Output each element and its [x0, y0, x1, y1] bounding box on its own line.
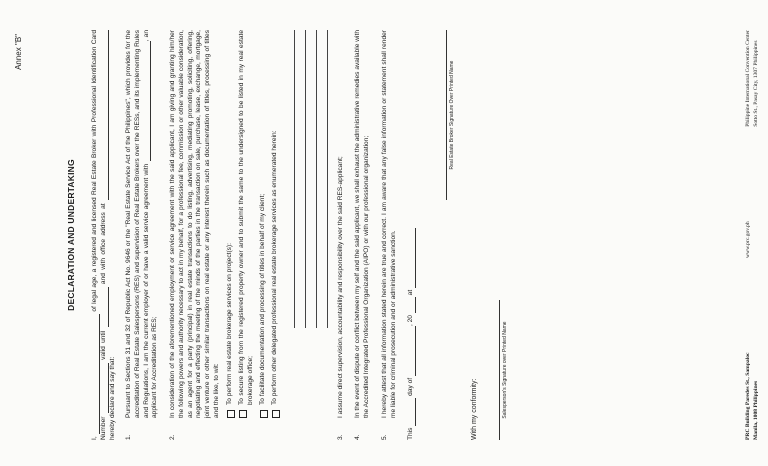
month-blank[interactable] — [408, 326, 416, 376]
footer-address-left: PRC Building Paredes St., Sampaloc — [745, 352, 752, 440]
applicant-name-blank[interactable] — [143, 41, 151, 161]
footer-website[interactable]: www.prc.gov.ph — [745, 221, 752, 258]
list-item: 3. I assume direct supervision, accountability and responsibility over the said RES-applicant; — [336, 156, 344, 440]
place-blank[interactable] — [408, 228, 416, 288]
salesperson-signature-row — [483, 30, 513, 440]
footer: PRC Building Paredes St., Sampaloc Manila, 1008 Philippines www.prc.gov.ph Philippine International Convention Center Sotto St., Pasay City, 1307 Philippines — [745, 30, 759, 440]
annex-label: Annex "B" — [14, 34, 23, 70]
option-checkbox[interactable] — [227, 410, 235, 418]
broker-signature-row — [420, 30, 460, 440]
valid-until-blank[interactable] — [101, 287, 109, 327]
year-blank[interactable] — [408, 297, 416, 313]
list-item: 1. Pursuant to Sections 31 and 32 of Republic Act No. 9646 or the "Real Estate Service Act of the Philippines", which provides for the accreditation of Real Estate Salespersons (RES) and supervision of Real Estate Brokers over the RESs, and its implementing Rules and Regulations, I am the current employer of or have a valid service agreement with , an applicant for Accreditation as RES; — [125, 30, 159, 440]
option-checkbox[interactable] — [239, 410, 247, 418]
option-checkbox[interactable] — [260, 410, 268, 418]
document-title: DECLARATION AND UNDERTAKING — [66, 159, 76, 311]
broker-signature-line[interactable]: Real Estate Broker Signature Over Printed Name — [446, 30, 456, 200]
powers-options: To perform real estate brokerage services on project(s): To secure listing from the registered property owner and to submit the same to the undersigned to be listed in my real estate brokerage office; To facilitate documentation and processing of titles in behalf of my client; To perform other delegated professional real estate brokerage services as enumerated herein: — [226, 30, 279, 418]
day-blank[interactable] — [408, 398, 416, 426]
name-blank[interactable] — [92, 314, 100, 434]
conformity-label: With my conformity: — [470, 378, 478, 440]
enumeration-lines[interactable] — [284, 30, 328, 328]
footer-address-right: Philippine International Convention Center — [745, 30, 752, 127]
list-item: 4. In the event of dispute or conflict between my self and the said applicant, we shall exhaust the administrative remedies available with the Accredited Integrated Professional Organization (AIPO) or with our professional organization; — [354, 30, 371, 440]
option-checkbox[interactable] — [272, 410, 280, 418]
list-item: 5. I hereby attest that all information stated herein are true and correct. I am aware that any false information or statement shall render me liable for criminal prosecution and or administrative sanction. — [380, 30, 397, 440]
salesperson-signature-line[interactable]: Salesperson's Signature over Printed Name — [499, 300, 509, 440]
office-address-blank[interactable] — [101, 30, 109, 200]
list-item: 2. In consideration of the aforementioned employment or service agreement with the said applicant, I am giving and granting him/her the following powers and authority necessary to act in my behalf, for a professional fee, commission or other valuable consideration, as an agent for a party (principal) in real estate transactions to do listing, advertising, mediating promoting, soliciting, offering, negotiating and effecting the meeting of the minds of the parties in the transaction on sale, purchase, lease, exchange, mortgage, joint venture or other similar transactions on real estate or any interest therein such as documentation of titles, processing of titles and the like, to wit: To perform real estate brokerage services on project(s): To secure listing from the registered property owner and to submit the same to the undersigned to be listed in my real estate brokerage office; To facilitate documentation and processing of titles in behalf of my client; To perform other delegated professional real estate brokerage services as enumerated herein: — [169, 30, 328, 440]
date-line: This day of , 20 at — [407, 30, 416, 440]
prc-number-blank[interactable] — [101, 363, 109, 413]
intro-paragraph: I, of legal age, a registered and licensed Real Estate Broker with Professional Identification Card Number valid until and with office address at hereby declare and say that: — [91, 30, 116, 440]
undertaking-list — [125, 30, 398, 440]
